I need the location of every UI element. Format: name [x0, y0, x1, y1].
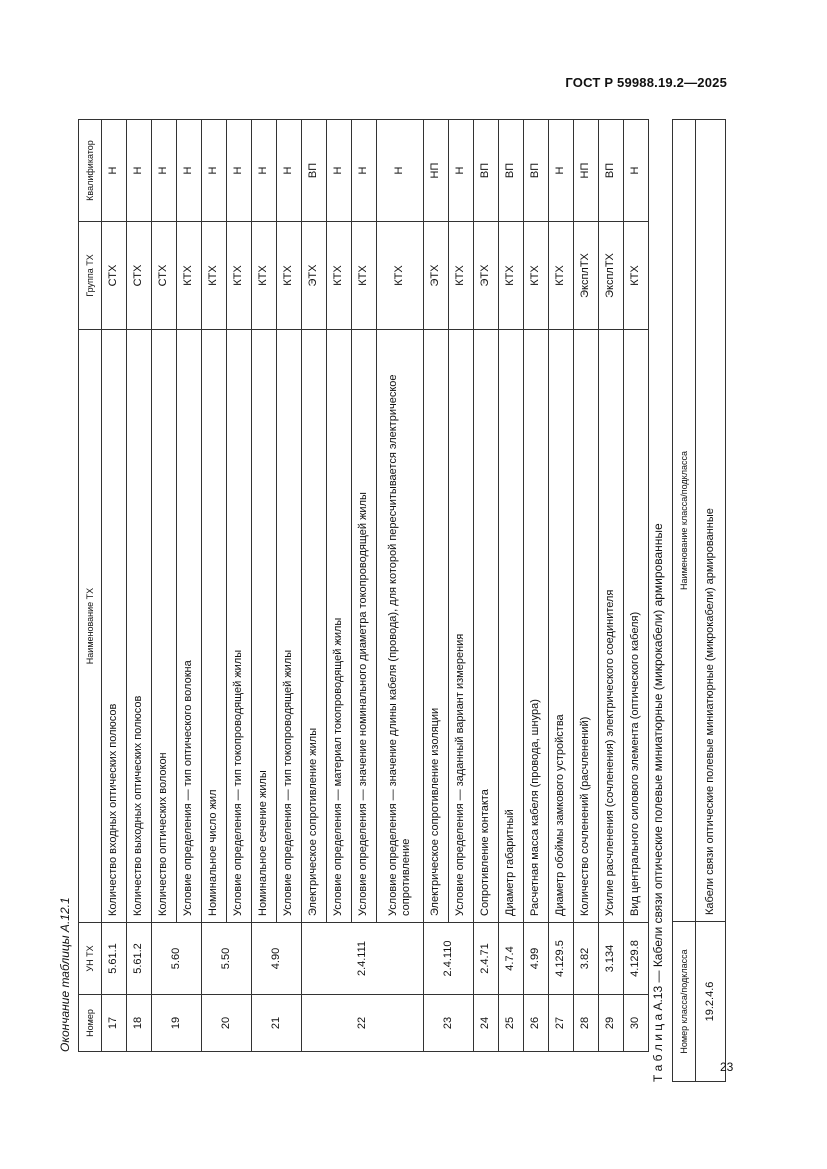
table-a-caption: Окончание таблицы А.12.1 [58, 897, 72, 1052]
row-number: 30 [624, 995, 649, 1052]
row-name: Количество сочленений (расчленений) [574, 330, 599, 923]
column-header-qualifier: Квалификатор [79, 120, 102, 222]
column-header-un: УН ТХ [79, 923, 102, 995]
row-qualifier: Н [152, 120, 177, 222]
table-row [549, 120, 574, 1052]
row-un: 2.4.111 [302, 923, 424, 995]
row-condition-qualifier: Н [227, 120, 252, 222]
row-name: Номинальное сечение жилы [252, 330, 277, 923]
row-name: Усилие расчленения (сочленения) электрического соединителя [599, 330, 624, 923]
row-qualifier: Н [202, 120, 227, 222]
row-group: КТХ [252, 222, 277, 330]
row-number: 17 [102, 995, 127, 1052]
table-subrow [377, 120, 424, 1052]
row-qualifier: ВП [599, 120, 624, 222]
row-name: Электрическое сопротивление жилы [302, 330, 327, 923]
row-un: 3.134 [599, 923, 624, 995]
table-row [524, 120, 549, 1052]
row-condition-qualifier: Н [449, 120, 474, 222]
row-condition-group: КТХ [277, 222, 302, 330]
row-condition-name: Условие определения — заданный вариант измерения [449, 330, 474, 923]
row-number: 20 [202, 995, 252, 1052]
row-qualifier: ВП [302, 120, 327, 222]
table-row [696, 120, 726, 1082]
row-condition-qualifier: Н [352, 120, 377, 222]
row-number: 22 [302, 995, 424, 1052]
table-row [424, 120, 449, 1052]
row-un: 5.61.2 [127, 923, 152, 995]
row-un: 4.99 [524, 923, 549, 995]
table-subrow [177, 120, 202, 1052]
row-name: Количество входных оптических полюсов [102, 330, 127, 923]
table-a [78, 119, 649, 1052]
row-condition-group: КТХ [227, 222, 252, 330]
column-header-group: Группа ТХ [79, 222, 102, 330]
row-name: Количество оптических волокон [152, 330, 177, 923]
row-name: Электрическое сопротивление изоляции [424, 330, 449, 923]
table-row [102, 120, 127, 1052]
row-group: СТХ [127, 222, 152, 330]
row-number: 24 [474, 995, 499, 1052]
class-number: 19.2.4.6 [696, 922, 726, 1082]
row-number: 27 [549, 995, 574, 1052]
row-un: 3.82 [574, 923, 599, 995]
row-condition-qualifier: Н [327, 120, 352, 222]
table-subrow [352, 120, 377, 1052]
table-subrow [277, 120, 302, 1052]
table-row [624, 120, 649, 1052]
row-name: Вид центрального силового элемента (оптического кабеля) [624, 330, 649, 923]
table-b-rotated-block [651, 120, 726, 1082]
row-name: Количество выходных оптических полюсов [127, 330, 152, 923]
table-row [252, 120, 277, 1052]
row-group: КТХ [202, 222, 227, 330]
row-un: 4.129.8 [624, 923, 649, 995]
table-row [474, 120, 499, 1052]
row-condition-group: КТХ [327, 222, 352, 330]
page-number: 23 [720, 1060, 734, 1074]
row-number: 26 [524, 995, 549, 1052]
row-name: Диаметр обоймы замкового устройства [549, 330, 574, 923]
row-condition-name: Условие определения — значение длины кабеля (провода), для которой пересчитывается электрическое сопротивление [377, 330, 424, 923]
row-condition-group: КТХ [177, 222, 202, 330]
row-condition-name: Условие определения — тип оптического волокна [177, 330, 202, 923]
row-name: Расчетная масса кабеля (провода, шнура) [524, 330, 549, 923]
table-row [127, 120, 152, 1052]
table-row [152, 120, 177, 1052]
row-group: КТХ [624, 222, 649, 330]
row-un: 4.7.4 [499, 923, 524, 995]
row-group: СТХ [102, 222, 127, 330]
row-condition-qualifier: Н [277, 120, 302, 222]
table-subrow [227, 120, 252, 1052]
row-un: 4.129.5 [549, 923, 574, 995]
row-group: ЭксплТХ [574, 222, 599, 330]
row-number: 18 [127, 995, 152, 1052]
row-qualifier: НП [574, 120, 599, 222]
row-group: ЭТХ [424, 222, 449, 330]
row-condition-qualifier: Н [177, 120, 202, 222]
column-header-name: Наименование ТХ [79, 330, 102, 923]
row-qualifier: Н [624, 120, 649, 222]
class-name: Кабели связи оптические полевые миниатюрные (микрокабели) армированные [696, 120, 726, 922]
row-condition-name: Условие определения — значение номинального диаметра токопроводящей жилы [352, 330, 377, 923]
column-header-class-number: Номер класса/подкласса [673, 922, 696, 1082]
row-condition-group: КТХ [377, 222, 424, 330]
row-un: 5.61.1 [102, 923, 127, 995]
table-subrow [327, 120, 352, 1052]
row-group: ЭТХ [474, 222, 499, 330]
row-group: ЭТХ [302, 222, 327, 330]
row-un: 2.4.110 [424, 923, 474, 995]
row-condition-qualifier: Н [377, 120, 424, 222]
row-qualifier: Н [549, 120, 574, 222]
row-number: 29 [599, 995, 624, 1052]
table-b-header-row [673, 120, 696, 1082]
row-number: 19 [152, 995, 202, 1052]
column-header-number: Номер [79, 995, 102, 1052]
row-number: 28 [574, 995, 599, 1052]
row-qualifier: Н [102, 120, 127, 222]
row-qualifier: НП [424, 120, 449, 222]
table-row [499, 120, 524, 1052]
row-condition-group: КТХ [352, 222, 377, 330]
table-a-header-row [79, 120, 102, 1052]
row-qualifier: ВП [474, 120, 499, 222]
row-number: 21 [252, 995, 302, 1052]
table-b [672, 119, 726, 1082]
row-name: Сопротивление контакта [474, 330, 499, 923]
row-un: 4.90 [252, 923, 302, 995]
row-condition-name: Условие определения — тип токопроводящей жилы [277, 330, 302, 923]
row-name: Номинальное число жил [202, 330, 227, 923]
table-row [574, 120, 599, 1052]
row-qualifier: Н [127, 120, 152, 222]
row-un: 5.50 [202, 923, 252, 995]
row-qualifier: Н [252, 120, 277, 222]
document-header: ГОСТ Р 59988.19.2—2025 [565, 75, 727, 90]
row-group: КТХ [499, 222, 524, 330]
row-un: 5.60 [152, 923, 202, 995]
row-group: ЭксплТХ [599, 222, 624, 330]
row-name: Диаметр габаритный [499, 330, 524, 923]
row-group: КТХ [524, 222, 549, 330]
row-un: 2.4.71 [474, 923, 499, 995]
table-row [202, 120, 227, 1052]
row-group: КТХ [549, 222, 574, 330]
row-qualifier: ВП [499, 120, 524, 222]
row-group: СТХ [152, 222, 177, 330]
table-b-caption: Т а б л и ц а А.13 — Кабели связи оптические полевые миниатюрные (микрокабели) армированные [651, 523, 665, 1082]
table-row [599, 120, 624, 1052]
column-header-class-name: Наименование класса/подкласса [673, 120, 696, 922]
table-row [302, 120, 327, 1052]
row-condition-name: Условие определения — тип токопроводящей жилы [227, 330, 252, 923]
row-number: 25 [499, 995, 524, 1052]
row-condition-group: КТХ [449, 222, 474, 330]
row-qualifier: ВП [524, 120, 549, 222]
row-condition-name: Условие определения — материал токопроводящей жилы [327, 330, 352, 923]
row-number: 23 [424, 995, 474, 1052]
table-a-rotated-block [58, 120, 649, 1052]
table-subrow [449, 120, 474, 1052]
